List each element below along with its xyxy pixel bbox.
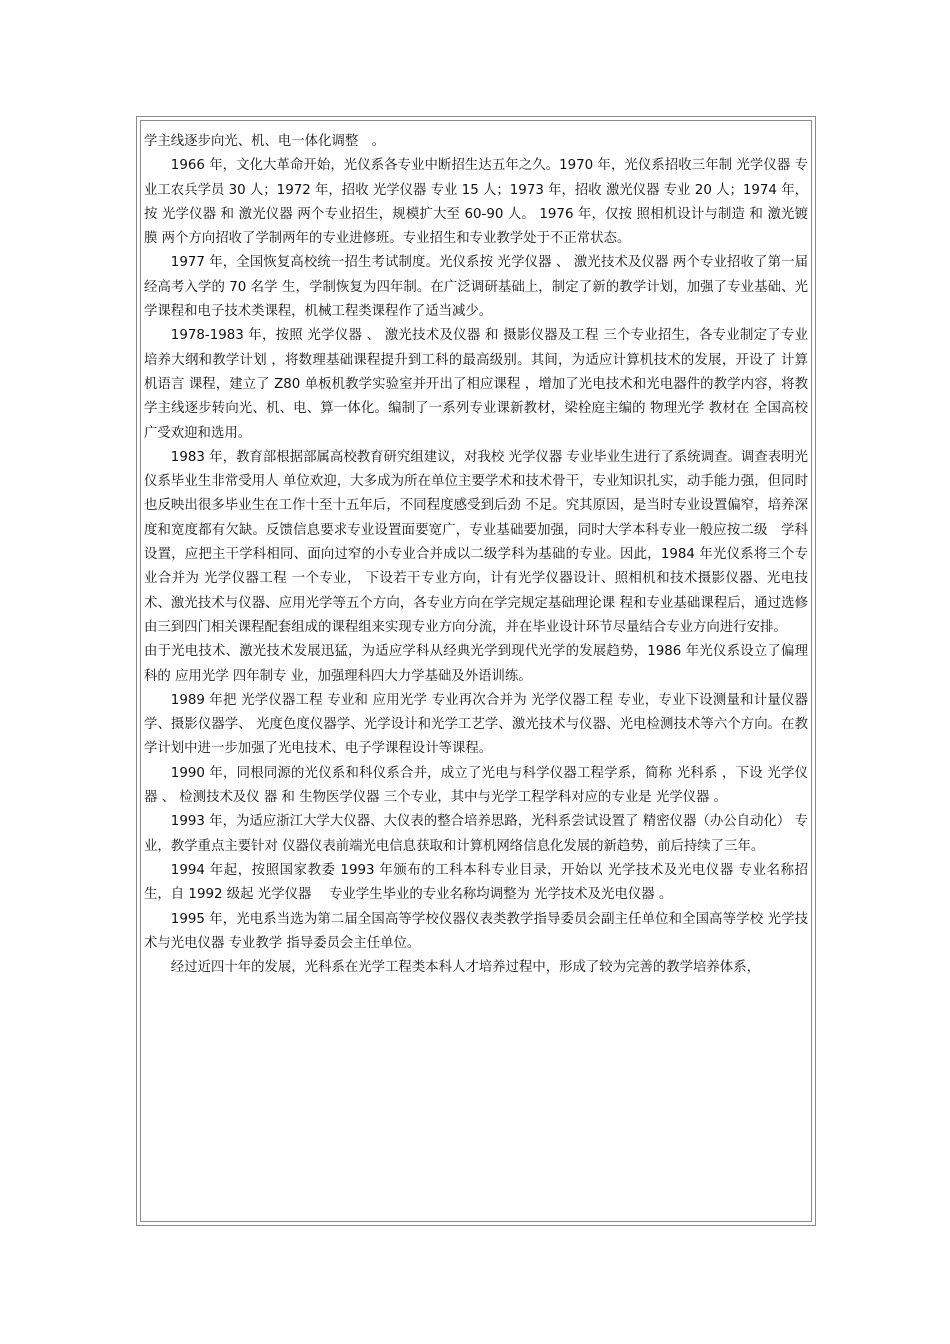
paragraph-11: 1995 年，光电系当选为第二届全国高等学校仪器仪表类教学指导委员会副主任单位和全国高等学校 光学技术与光电仪器 专业教学 指导委员会主任单位。 xyxy=(144,911,808,951)
paragraph-5: 1983 年，教育部根据部属高校教育研究组建议，对我校 光学仪器 专业毕业生进行了系统调查。调查表明光仪系毕业生非常受用人 单位欢迎，大多成为所在单位主要学术和技术骨干，专业知识扎实，动手能力强，但同时也反映出很多毕业生在工作十至十五年后，不同程度感受到后劲 不足。究其原因，是当时专业设置偏窄，培养深度和宽度都有欠缺。反馈信息要求专业设置面要宽广，专业基础要加强，同时大学本科专业一般应按二级 学科设置，应把主干学科相同、面向过窄的小专业合并成以二级学科为基础的专业。因此，1984 年光仪系将三个专业合并为 光学仪器工程 一个专业， 下设若干专业方向，计有光学仪器设计、照相机和技术摄影仪器、光电技术、激光技术与仪器、应用光学等五个方向，各专业方向在学完规定基础理论课 程和专业基础课程后，通过选修由三到四门相关课程配套组成的课程组来实现专业方向分流，并在毕业设计环节尽量结合专业方向进行安排。 xyxy=(144,449,808,635)
paragraph-9: 1993 年，为适应浙江大学大仪器、大仪表的整合培养思路，光科系尝试设置了 精密仪器（办公自动化） 专业，教学重点主要针对 仪器仪表前端光电信息获取和计算机网络信息化发展的新趋势，前后持续了三年。 xyxy=(144,814,808,854)
paragraph-4: 1978-1983 年，按照 光学仪器 、 激光技术及仪器 和 摄影仪器及工程 三个专业招生，各专业制定了专业培养大纲和教学计划 ，将数理基础课程提升到工科的最高级别。其间，为适应计算机技术的发展，开设了 计算机语言 课程，建立了 Z80 单板机教学实验室并开出了相应课程 ，增加了光电技术和光电器件的教学内容，将教学主线逐步转向光、机、电、算一体化。编制了一系列专业课新教材，梁栓庭主编的 物理光学 教材在 全国高校广受欢迎和选用。 xyxy=(144,328,808,441)
paragraph-10: 1994 年起，按照国家教委 1993 年颁布的工科本科专业目录，开始以 光学技术及光电仪器 专业名称招生，自 1992 级起 光学仪器 专业学生毕业的专业名称均调整为 光学技术及光电仪器 。 xyxy=(144,862,808,903)
paragraph-7: 1989 年把 光学仪器工程 专业和 应用光学 专业再次合并为 光学仪器工程 专业，专业下设测量和计量仪器学、摄影仪器学、 光度色度仪器学、光学设计和光学工艺学、激光技术与仪器、光电检测技术等六个方向。在教学计划中进一步加强了光电技术、电子学课程设计等课程。 xyxy=(144,692,808,757)
paragraph-8: 1990 年，同根同源的光仪系和科仪系合并，成立了光电与科学仪器工程学系，简称 光科系 ，下设 光学仪器 、 检测技术及仪 器 和 生物医学仪器 三个专业，其中与光学工程学科对应的专业是 光学仪器 。 xyxy=(144,765,808,806)
paragraph-2: 1966 年，文化大革命开始，光仪系各专业中断招生达五年之久。1970 年，光仪系招收三年制 光学仪器 专业工农兵学员 30 人；1972 年，招收 光学仪器 专业 15 人；1973 年，招收 激光仪器 专业 20 人；1974 年，按 光学仪器 和 激光仪器 两个专业招生，规模扩大至 60-90 人。 1976 年，仅按 照相机设计与制造 和 激光镀膜 两个方向招收了学制两年的专业进修班。专业招生和专业教学处于不正常状态。 xyxy=(144,158,808,247)
paragraph-3: 1977 年，全国恢复高校统一招生考试制度。光仪系按 光学仪器 、 激光技术及仪器 两个专业招收了第一届经高考入学的 70 名学 生，学制恢复为四年制。在广泛调研基础上，制定了新的教学计划，加强了专业基础、光学课程和电子技术类课程，机械工程类课程作了适当减少。 xyxy=(144,255,808,320)
paragraph-6: 由于光电技术、激光技术发展迅猛，为适应学科从经典光学到现代光学的发展趋势，1986 年光仪系设立了偏理科的 应用光学 四年制专 业，加强理科四大力学基础及外语训练。 xyxy=(144,644,808,684)
document-body xyxy=(144,130,808,980)
paragraph-1: 学主线逐步向光、机、电一体化调整 。 xyxy=(144,134,386,149)
paragraph-12: 经过近四十年的发展，光科系在光学工程类本科人才培养过程中，形成了较为完善的教学培养体系， xyxy=(170,960,760,976)
